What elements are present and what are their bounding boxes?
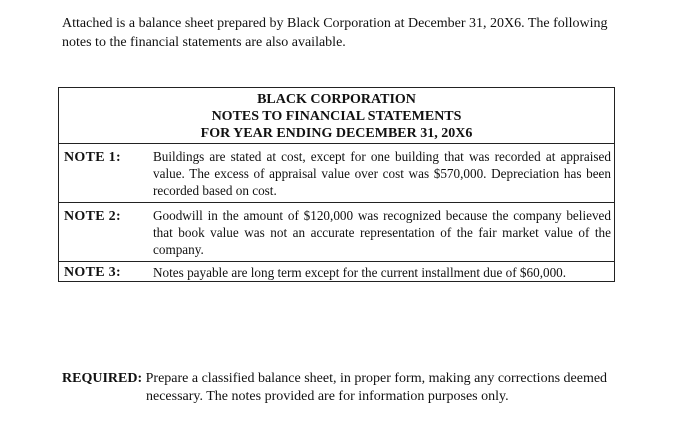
note-row-2: [59, 203, 614, 262]
required-line-2: necessary. The notes provided are for information purposes only.: [146, 389, 509, 404]
note-label-1: NOTE 1:: [64, 150, 121, 165]
notes-table: [58, 87, 615, 282]
note-text-1: Buildings are stated at cost, except for one building that was recorded at appraised value. The excess of appraisal value over cost was $570,000. Depreciation has been recorded based on cost.: [153, 149, 611, 198]
intro-line-1: Attached is a balance sheet prepared by Black Corporation at December 31, 20X6. The following: [62, 16, 608, 31]
note-label-2: NOTE 2:: [64, 209, 121, 224]
notes-table-header: [59, 88, 614, 144]
required-label: REQUIRED:: [62, 371, 143, 386]
note-text-3: Notes payable are long term except for the current installment due of $60,000.: [153, 265, 567, 280]
notes-title: NOTES TO FINANCIAL STATEMENTS: [211, 109, 462, 124]
period-title: FOR YEAR ENDING DECEMBER 31, 20X6: [200, 126, 473, 141]
note-label-3: NOTE 3:: [64, 265, 121, 280]
intro-line-2: notes to the financial statements are also available.: [62, 35, 346, 50]
required-line-1: Prepare a classified balance sheet, in proper form, making any corrections deemed: [142, 371, 608, 386]
note-row-3: [59, 262, 614, 282]
company-name: BLACK CORPORATION: [257, 92, 416, 107]
note-row-1: [59, 144, 614, 203]
intro-paragraph: [62, 14, 642, 52]
required-instructions: [62, 370, 642, 406]
note-text-2: Goodwill in the amount of $120,000 was recognized because the company believed that book value was not an accurate representation of the fair market value of the company.: [153, 208, 611, 257]
